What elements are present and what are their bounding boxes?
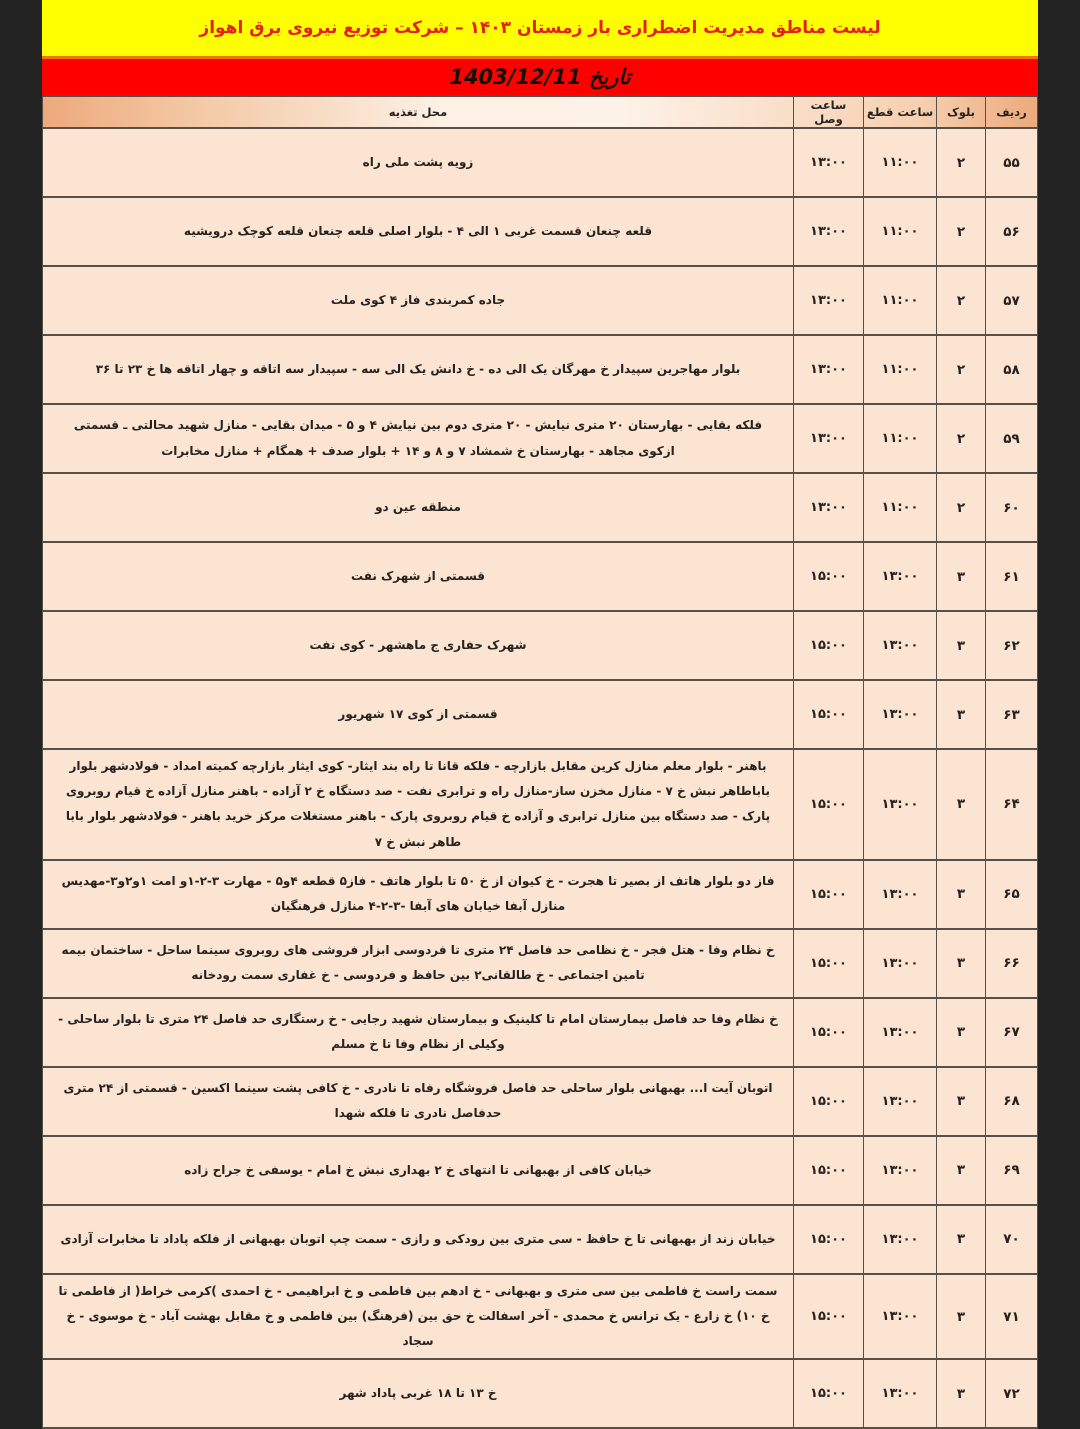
row-number-cell: ۷۲ xyxy=(986,1359,1038,1428)
location-cell: قسمتی از کوی ۱۷ شهریور xyxy=(43,680,794,749)
block-cell: ۳ xyxy=(937,1205,986,1274)
cut-time-cell: ۱۳:۰۰ xyxy=(864,998,937,1067)
block-cell: ۳ xyxy=(937,611,986,680)
table-row xyxy=(43,860,1038,929)
location-cell: سمت راست خ فاطمی بین سی متری و بهبهانی - خ ادهم بین فاطمی و خ ابراهیمی - خ احمدی )کرمی خراط( از فاطمی تا خ ۱۰) خ زارع - یک ترانس خ محمدی - آخر اسفالت خ حق بین (فرهنگ) بین فاطمی و خ مقابل بهشت آباد - خ موسوی - خ سجاد xyxy=(43,1274,794,1360)
cut-time-cell: ۱۳:۰۰ xyxy=(864,1067,937,1136)
restore-time-cell: ۱۳:۰۰ xyxy=(794,266,864,335)
row-number-cell: ۶۸ xyxy=(986,1067,1038,1136)
cut-time-cell: ۱۳:۰۰ xyxy=(864,929,937,998)
table-row xyxy=(43,680,1038,749)
row-number-cell: ۶۲ xyxy=(986,611,1038,680)
block-cell: ۲ xyxy=(937,266,986,335)
location-cell: زویه پشت ملی راه xyxy=(43,128,794,197)
location-cell: خ نظام وفا - هتل فجر - خ نظامی حد فاصل ۲۴ متری تا فردوسی ابزار فروشی های روبروی سینما ساحل - ساختمان بیمه تامین اجتماعی - خ طالقانی۲ بین حافظ و فردوسی - خ غفاری سمت رودخانه xyxy=(43,929,794,998)
table-row xyxy=(43,998,1038,1067)
restore-time-cell: ۱۵:۰۰ xyxy=(794,542,864,611)
table-row xyxy=(43,542,1038,611)
restore-time-cell: ۱۳:۰۰ xyxy=(794,128,864,197)
location-cell: قلعه چنعان قسمت غربی ۱ الی ۴ - بلوار اصلی قلعه چنعان قلعه کوچک درویشیه xyxy=(43,197,794,266)
schedule-sheet xyxy=(42,0,1038,1429)
block-cell: ۳ xyxy=(937,1067,986,1136)
cut-time-cell: ۱۱:۰۰ xyxy=(864,197,937,266)
location-cell: بلوار مهاجرین سپیدار خ مهرگان یک الی ده - خ دانش یک الی سه - سپیدار سه اتاقه و چهار اتاقه ها خ ۲۳ تا ۳۶ xyxy=(43,335,794,404)
date-label: تاریخ 1403/12/11 xyxy=(449,65,631,89)
location-cell: خ ۱۳ تا ۱۸ غربی پاداد شهر xyxy=(43,1359,794,1428)
block-cell: ۳ xyxy=(937,929,986,998)
cut-time-cell: ۱۱:۰۰ xyxy=(864,473,937,542)
restore-time-cell: ۱۵:۰۰ xyxy=(794,611,864,680)
block-cell: ۳ xyxy=(937,680,986,749)
block-cell: ۳ xyxy=(937,1359,986,1428)
restore-time-cell: ۱۳:۰۰ xyxy=(794,473,864,542)
row-number-cell: ۵۹ xyxy=(986,404,1038,473)
row-number-cell: ۵۵ xyxy=(986,128,1038,197)
row-number-cell: ۶۴ xyxy=(986,749,1038,860)
cut-time-cell: ۱۳:۰۰ xyxy=(864,860,937,929)
header-cut-time: ساعت قطع xyxy=(864,96,937,128)
location-cell: منطقه عین دو xyxy=(43,473,794,542)
location-cell: فاز دو بلوار هاتف از بصیر تا هجرت - خ کیوان از خ ۵۰ تا بلوار هاتف - فاز۵ قطعه ۴و۵ - مهارت ۳-۲-۱و امت ۱و۲و۳-مهدیس منازل آبفا خیابان های آبفا -۳-۲-۴ منازل فرهنگیان xyxy=(43,860,794,929)
row-number-cell: ۶۶ xyxy=(986,929,1038,998)
location-cell: اتوبان آیت ا... بهبهانی بلوار ساحلی حد فاصل فروشگاه رفاه تا نادری - خ کافی پشت سینما اکسین - قسمتی از ۲۴ متری حدفاصل نادری تا فلکه شهدا xyxy=(43,1067,794,1136)
restore-time-cell: ۱۵:۰۰ xyxy=(794,749,864,860)
table-row xyxy=(43,266,1038,335)
header-block: بلوک xyxy=(937,96,986,128)
header-row-number: ردیف xyxy=(986,96,1038,128)
row-number-cell: ۶۳ xyxy=(986,680,1038,749)
block-cell: ۳ xyxy=(937,749,986,860)
table-row xyxy=(43,749,1038,860)
table-row xyxy=(43,1359,1038,1428)
cut-time-cell: ۱۳:۰۰ xyxy=(864,1359,937,1428)
location-cell: جاده کمربندی فاز ۴ کوی ملت xyxy=(43,266,794,335)
table-row xyxy=(43,1136,1038,1205)
table-row xyxy=(43,335,1038,404)
header-location: محل تغذیه xyxy=(43,96,794,128)
cut-time-cell: ۱۳:۰۰ xyxy=(864,611,937,680)
block-cell: ۳ xyxy=(937,542,986,611)
header-restore-time: ساعت وصل xyxy=(794,96,864,128)
location-cell: باهنر - بلوار معلم منازل کرین مقابل بازارچه - فلکه قانا تا راه بند ایثار- کوی ایثار بازارچه کمیته امداد - فولادشهر بلوار باباطاهر نبش خ ۷ - منازل مخزن ساز-منازل راه و ترابری نفت - صد دستگاه خ ۲ آزاده - باهنر منازل آزاده خ قیام روبروی پارک - صد دستگاه بین منازل ترابری و آزاده خ قیام روبروی پارک - باهنر مستغلات مرکز خرید باهنر - فولادشهر بلوار بابا طاهر نبش خ ۷ xyxy=(43,749,794,860)
cut-time-cell: ۱۳:۰۰ xyxy=(864,1136,937,1205)
row-number-cell: ۷۰ xyxy=(986,1205,1038,1274)
cut-time-cell: ۱۱:۰۰ xyxy=(864,335,937,404)
cut-time-cell: ۱۳:۰۰ xyxy=(864,1205,937,1274)
date-bar xyxy=(42,59,1038,95)
restore-time-cell: ۱۵:۰۰ xyxy=(794,860,864,929)
restore-time-cell: ۱۵:۰۰ xyxy=(794,929,864,998)
row-number-cell: ۵۶ xyxy=(986,197,1038,266)
restore-time-cell: ۱۵:۰۰ xyxy=(794,1274,864,1360)
block-cell: ۳ xyxy=(937,1274,986,1360)
page-title: لیست مناطق مدیریت اضطراری بار زمستان ۱۴۰۳ – شرکت توزیع نیروی برق اهواز xyxy=(199,18,881,38)
block-cell: ۲ xyxy=(937,335,986,404)
block-cell: ۲ xyxy=(937,128,986,197)
table-row xyxy=(43,197,1038,266)
location-cell: قسمتی از شهرک نفت xyxy=(43,542,794,611)
restore-time-cell: ۱۵:۰۰ xyxy=(794,998,864,1067)
cut-time-cell: ۱۱:۰۰ xyxy=(864,266,937,335)
row-number-cell: ۵۸ xyxy=(986,335,1038,404)
location-cell: خیابان زند از بهبهانی تا خ حافظ - سی متری بین رودکی و رازی - سمت چپ اتوبان بهبهانی از فلکه پاداد تا مخابرات آزادی xyxy=(43,1205,794,1274)
location-cell: خ نظام وفا حد فاصل بیمارستان امام تا کلینیک و بیمارستان شهید رجایی - خ رستگاری حد فاصل ۲۴ متری تا بلوار ساحلی - وکیلی از نظام وفا تا خ مسلم xyxy=(43,998,794,1067)
cut-time-cell: ۱۳:۰۰ xyxy=(864,1274,937,1360)
row-number-cell: ۶۵ xyxy=(986,860,1038,929)
restore-time-cell: ۱۵:۰۰ xyxy=(794,1067,864,1136)
cut-time-cell: ۱۳:۰۰ xyxy=(864,680,937,749)
cut-time-cell: ۱۳:۰۰ xyxy=(864,542,937,611)
location-cell: خیابان کافی از بهبهانی تا انتهای خ ۲ بهداری نبش خ امام - یوسفی خ جراح زاده xyxy=(43,1136,794,1205)
cut-time-cell: ۱۳:۰۰ xyxy=(864,749,937,860)
row-number-cell: ۶۷ xyxy=(986,998,1038,1067)
row-number-cell: ۷۱ xyxy=(986,1274,1038,1360)
restore-time-cell: ۱۵:۰۰ xyxy=(794,1136,864,1205)
row-number-cell: ۶۱ xyxy=(986,542,1038,611)
block-cell: ۲ xyxy=(937,197,986,266)
restore-time-cell: ۱۵:۰۰ xyxy=(794,1359,864,1428)
cut-time-cell: ۱۱:۰۰ xyxy=(864,128,937,197)
restore-time-cell: ۱۳:۰۰ xyxy=(794,404,864,473)
cut-time-cell: ۱۱:۰۰ xyxy=(864,404,937,473)
table-body xyxy=(43,128,1038,1428)
location-cell: شهرک حفاری ج ماهشهر - کوی نفت xyxy=(43,611,794,680)
restore-time-cell: ۱۵:۰۰ xyxy=(794,1205,864,1274)
block-cell: ۲ xyxy=(937,473,986,542)
table-row xyxy=(43,404,1038,473)
table-row xyxy=(43,1274,1038,1360)
table-row xyxy=(43,611,1038,680)
table-row xyxy=(43,1067,1038,1136)
block-cell: ۳ xyxy=(937,860,986,929)
table-row xyxy=(43,128,1038,197)
title-bar xyxy=(42,0,1038,59)
restore-time-cell: ۱۳:۰۰ xyxy=(794,197,864,266)
block-cell: ۳ xyxy=(937,1136,986,1205)
table-header xyxy=(43,96,1038,128)
block-cell: ۳ xyxy=(937,998,986,1067)
table-row xyxy=(43,1205,1038,1274)
block-cell: ۲ xyxy=(937,404,986,473)
location-cell: فلکه بقایی - بهارستان ۲۰ متری نیایش - ۲۰ متری دوم بین نیایش ۴ و ۵ - میدان بقایی - منازل شهید محالتی ـ قسمتی ازکوی مجاهد - بهارستان خ شمشاد ۷ و ۸ و ۱۴ + بلوار صدف + همگام + منازل مخابرات xyxy=(43,404,794,473)
restore-time-cell: ۱۳:۰۰ xyxy=(794,335,864,404)
outage-table xyxy=(42,95,1038,1429)
row-number-cell: ۶۹ xyxy=(986,1136,1038,1205)
table-row xyxy=(43,929,1038,998)
row-number-cell: ۵۷ xyxy=(986,266,1038,335)
restore-time-cell: ۱۵:۰۰ xyxy=(794,680,864,749)
table-row xyxy=(43,473,1038,542)
row-number-cell: ۶۰ xyxy=(986,473,1038,542)
